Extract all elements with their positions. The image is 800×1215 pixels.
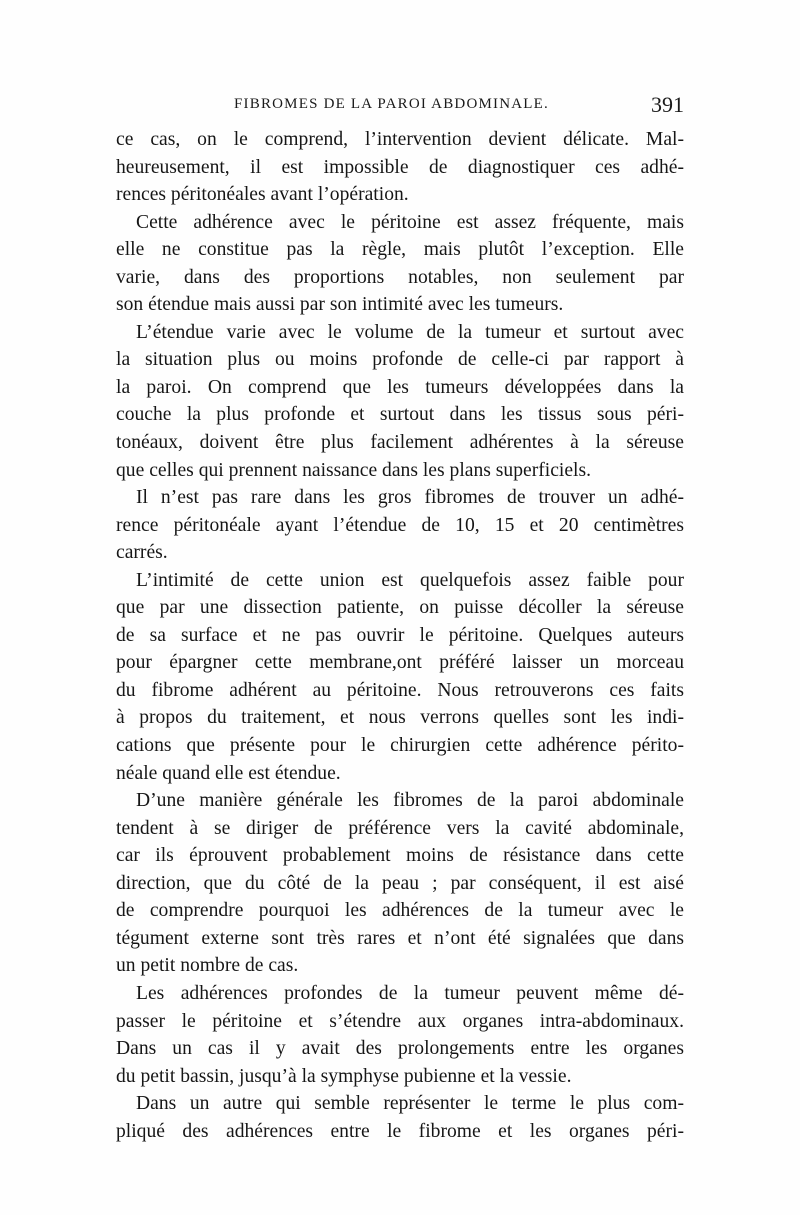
text-line: rences péritonéales avant l’opération. — [116, 184, 409, 206]
text-line: D’une manière générale les fibromes de la paroi abdominale — [136, 790, 684, 812]
text-line: tégument externe sont très rares et n’ont été signalées que dans — [116, 927, 684, 949]
text-line: un petit nombre de cas. — [116, 955, 299, 977]
text-line: son étendue mais aussi par son intimité avec les tumeurs. — [116, 294, 564, 316]
text-line: couche la plus profonde et surtout dans les tissus sous péri- — [116, 404, 684, 426]
text-line: la paroi. On comprend que les tumeurs développées dans la — [116, 376, 684, 398]
text-line: à propos du traitement, et nous verrons quelles sont les indi- — [116, 707, 684, 729]
text-line: néale quand elle est étendue. — [116, 762, 341, 784]
text-line: tendent à se diriger de préférence vers la cavité abdominale, — [116, 817, 684, 839]
text-line: varie, dans des proportions notables, non seulement par — [116, 266, 684, 288]
text-line: pliqué des adhérences entre le fibrome et les organes péri- — [116, 1120, 684, 1142]
body-text — [116, 126, 684, 1145]
text-line: cations que présente pour le chirurgien cette adhérence périto- — [116, 735, 684, 757]
text-line: Les adhérences profondes de la tumeur peuvent même dé- — [136, 982, 684, 1004]
text-line: Il n’est pas rare dans les gros fibromes de trouver un adhé- — [136, 487, 684, 509]
text-line: que celles qui prennent naissance dans les plans superficiels. — [116, 459, 591, 481]
text-line: elle ne constitue pas la règle, mais plutôt l’exception. Elle — [116, 239, 684, 261]
text-line: de sa surface et ne pas ouvrir le péritoine. Quelques auteurs — [116, 624, 684, 646]
text-line: du fibrome adhérent au péritoine. Nous retrouverons ces faits — [116, 679, 684, 701]
text-line: car ils éprouvent probablement moins de résistance dans cette — [116, 845, 684, 867]
text-line: tonéaux, doivent être plus facilement adhérentes à la séreuse — [116, 432, 684, 454]
text-line: Cette adhérence avec le péritoine est assez fréquente, mais — [136, 211, 684, 233]
text-line: ce cas, on le comprend, l’intervention devient délicate. Mal- — [116, 129, 684, 150]
text-line: de comprendre pourquoi les adhérences de la tumeur avec le — [116, 900, 684, 922]
text-line: L’étendue varie avec le volume de la tumeur et surtout avec — [136, 321, 684, 343]
text-line: Dans un cas il y avait des prolongements entre les organes — [116, 1038, 684, 1060]
text-line: passer le péritoine et s’étendre aux organes intra-abdominaux. — [116, 1010, 684, 1032]
text-line: rence péritonéale ayant l’étendue de 10, 15 et 20 centimètres — [116, 514, 684, 536]
text-line: Dans un autre qui semble représenter le terme le plus com- — [136, 1093, 684, 1115]
text-line: la situation plus ou moins profonde de celle-ci par rapport à — [116, 349, 684, 371]
text-line: pour épargner cette membrane,ont préféré laisser un morceau — [116, 652, 684, 674]
page-header — [116, 92, 684, 120]
text-line: carrés. — [116, 542, 168, 564]
text-line: L’intimité de cette union est quelquefois assez faible pour — [136, 569, 684, 591]
text-line: heureusement, il est impossible de diagnostiquer ces adhé- — [116, 156, 684, 178]
text-line: que par une dissection patiente, on puisse décoller la séreuse — [116, 597, 684, 619]
text-line: direction, que du côté de la peau ; par conséquent, il est aisé — [116, 872, 684, 894]
text-line: du petit bassin, jusqu’à la symphyse pubienne et la vessie. — [116, 1065, 572, 1087]
running-title: FIBROMES DE LA PAROI ABDOMINALE. — [234, 96, 549, 112]
page-number: 391 — [651, 92, 684, 117]
